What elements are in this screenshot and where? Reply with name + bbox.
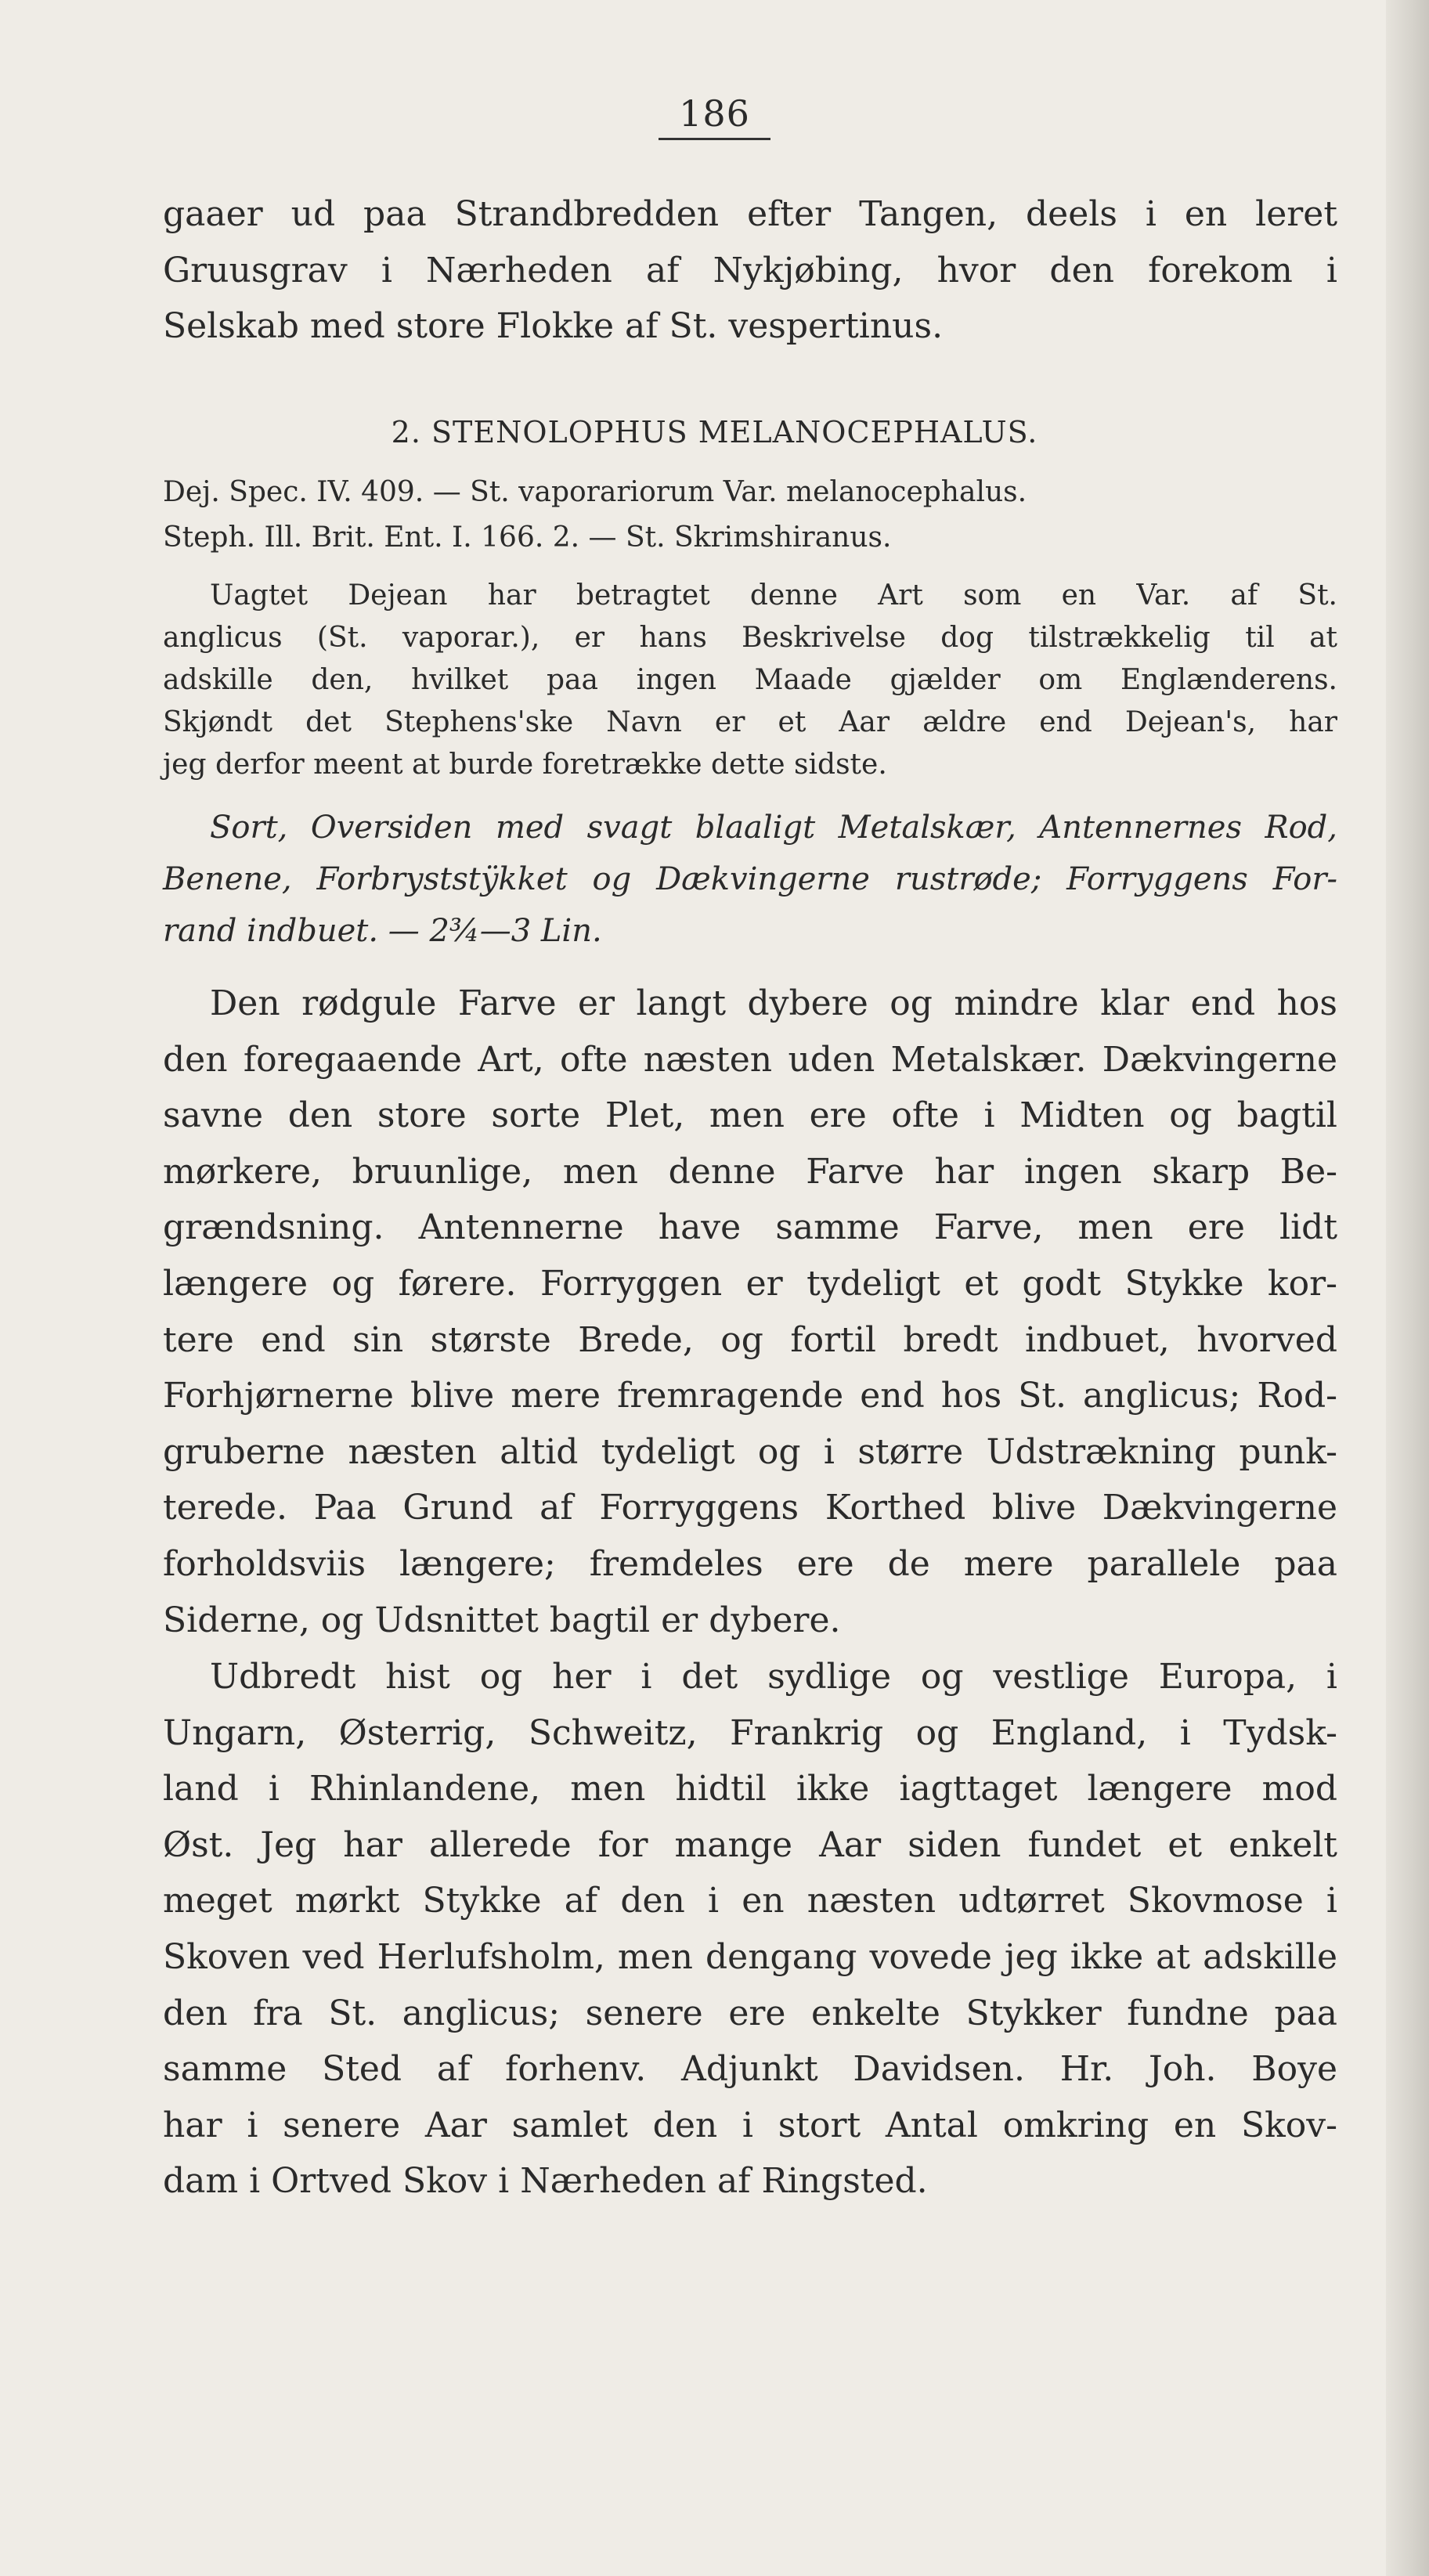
text-line: Siderne, og Udsnittet bagtil er dybere. <box>163 1600 841 1640</box>
text-line: forholdsviis længere; fremdeles ere de mere parallele paa <box>163 1543 1337 1584</box>
text-line: Skjøndt det Stephens'ske Navn er et Aar ældre end Dejean's, har <box>163 706 1337 738</box>
text-line: Øst. Jeg har allerede for mange Aar siden fundet et enkelt <box>163 1824 1337 1865</box>
intro-paragraph <box>163 186 1337 355</box>
text-line: Forhjørnerne blive mere fremragende end hos St. anglicus; Rod- <box>163 1376 1337 1416</box>
note-paragraph <box>163 575 1337 786</box>
page-edge-shadow <box>1386 0 1429 2576</box>
description-paragraph <box>163 976 1337 1648</box>
text-line: rand indbuet. — 2¾—3 Lin. <box>163 913 602 949</box>
text-line: anglicus (St. vaporar.), er hans Beskrivelse dog tilstrækkelig til at <box>163 622 1337 654</box>
page-number: 186 <box>0 92 1429 135</box>
reference-line: Steph. Ill. Brit. Ent. I. 166. 2. — St. Skrimshiranus. <box>163 521 892 554</box>
reference-line: Dej. Spec. IV. 409. — St. vaporariorum Var. melanocephalus. <box>163 476 1027 508</box>
text-line: den fra St. anglicus; senere ere enkelte Stykker fundne paa <box>163 1993 1337 2033</box>
distribution-paragraph <box>163 1649 1337 2210</box>
species-heading: 2. STENOLOPHUS MELANOCEPHALUS. <box>391 415 1038 449</box>
text-line: Sort, Oversiden med svagt blaaligt Metalskær, Antennernes Rod, <box>210 810 1337 846</box>
text-line: terede. Paa Grund af Forryggens Korthed blive Dækvingerne <box>163 1488 1337 1528</box>
text-line: dam i Ortved Skov i Nærheden af Ringsted. <box>163 2161 928 2202</box>
text-line: Benene, Forbryststÿkket og Dækvingerne rustrøde; Forryggens For- <box>163 861 1337 897</box>
text-line: Skoven ved Herlufsholm, men dengang vovede jeg ikke at adskille <box>163 1936 1337 1977</box>
text-line: længere og førere. Forryggen er tydeligt et godt Stykke kor- <box>163 1263 1337 1304</box>
text-line: grændsning. Antennerne have samme Farve, men ere lidt <box>163 1207 1337 1248</box>
text-line: jeg derfor meent at burde foretrække dette sidste. <box>163 749 887 781</box>
text-line: Uagtet Dejean har betragtet denne Art som en Var. af St. <box>210 579 1337 612</box>
text-line: Ungarn, Østerrig, Schweitz, Frankrig og England, i Tydsk- <box>163 1712 1337 1753</box>
text-line: har i senere Aar samlet den i stort Antal omkring en Skov- <box>163 2105 1337 2145</box>
text-line: samme Sted af forhenv. Adjunkt Davidsen. Hr. Joh. Boye <box>163 2049 1337 2090</box>
text-line: savne den store sorte Plet, men ere ofte i Midten og bagtil <box>163 1095 1337 1136</box>
text-line: tere end sin største Brede, og fortil bredt indbuet, hvorved <box>163 1319 1337 1360</box>
text-line: mørkere, bruunlige, men denne Farve har ingen skarp Be- <box>163 1151 1337 1192</box>
text-line: gruberne næsten altid tydeligt og i større Udstrækning punk- <box>163 1431 1337 1472</box>
diagnosis-paragraph <box>163 802 1337 957</box>
text-line: meget mørkt Stykke af den i en næsten udtørret Skovmose i <box>163 1881 1337 1921</box>
text-line: Udbredt hist og her i det sydlige og vestlige Europa, i <box>210 1657 1337 1697</box>
references <box>163 470 1337 561</box>
text-line: land i Rhinlandene, men hidtil ikke iagttaget længere mod <box>163 1769 1337 1809</box>
text-line: Den rødgule Farve er langt dybere og mindre klar end hos <box>210 983 1337 1023</box>
text-line: den foregaaende Art, ofte næsten uden Metalskær. Dækvingerne <box>163 1039 1337 1080</box>
text-line: gaaer ud paa Strandbredden efter Tangen, deels i en leret <box>163 194 1337 234</box>
text-line: Gruusgrav i Nærheden af Nykjøbing, hvor den forekom i <box>163 250 1337 290</box>
text-line: Selskab med store Flokke af St. vespertinus. <box>163 306 944 347</box>
text-line: adskille den, hvilket paa ingen Maade gjælder om Englænderens. <box>163 664 1337 696</box>
